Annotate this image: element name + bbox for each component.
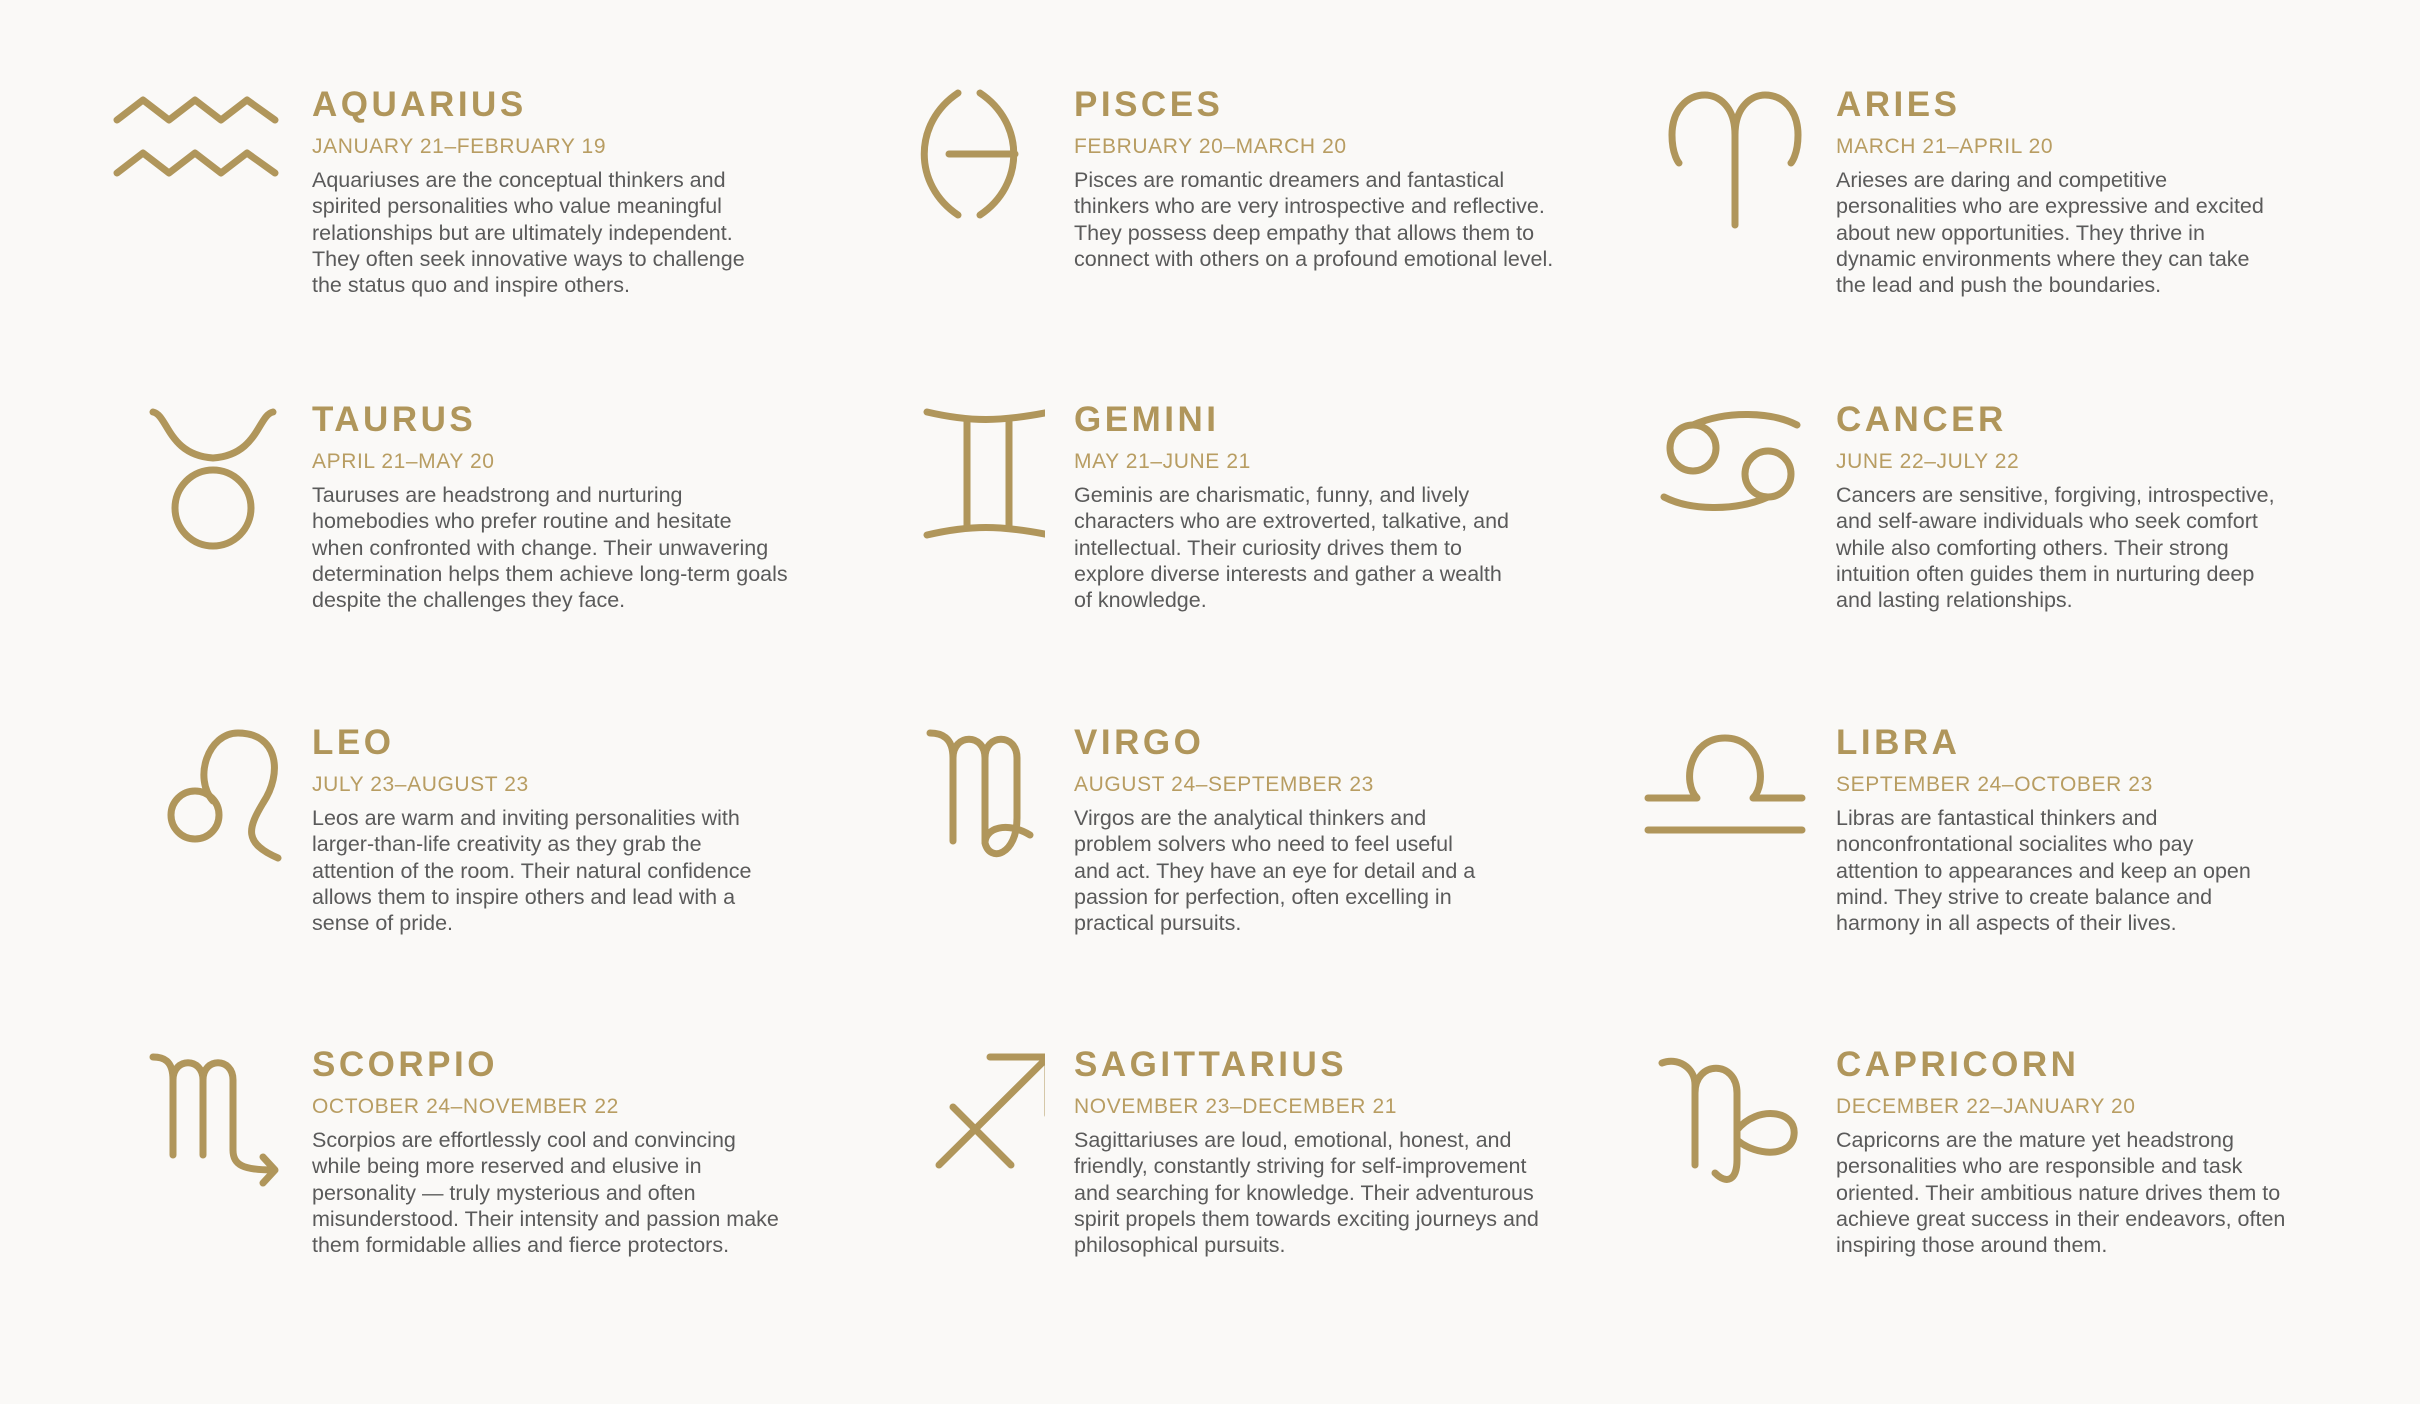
sign-text bbox=[1836, 400, 2376, 613]
sign-card-aries bbox=[1637, 85, 2377, 385]
sign-description: Scorpios are effortlessly cool and convincing while being more reserved and elusive in personality — truly mysterious and often misunderstood. Their intensity and passion make them formidable allies and fierce protectors. bbox=[312, 1128, 779, 1258]
capricorn-icon bbox=[1637, 1045, 1807, 1215]
sign-description: Leos are warm and inviting personalities with larger-than-life creativity as they grab the attention of the room. Their natural confidence allows them to inspire others and lead with a sense of pride. bbox=[312, 806, 752, 936]
sign-dates: APRIL 21–MAY 20 bbox=[312, 450, 495, 473]
sign-description: Libras are fantastical thinkers and nonconfrontational socialites who pay attention to appearances and keep an open mind. They strive to create balance and harmony in all aspects of their lives. bbox=[1836, 806, 2251, 936]
sign-dates: MAY 21–JUNE 21 bbox=[1074, 450, 1251, 473]
cancer-icon bbox=[1637, 400, 1807, 570]
sign-dates: MARCH 21–APRIL 20 bbox=[1836, 135, 2054, 158]
sign-card-taurus bbox=[113, 400, 853, 700]
sign-description: Virgos are the analytical thinkers and problem solvers who need to feel useful and act. They have an eye for detail and a passion for perfection, often excelling in practical pursuits. bbox=[1074, 806, 1476, 936]
sign-text bbox=[1074, 400, 1614, 613]
sign-card-capricorn bbox=[1637, 1045, 2377, 1345]
sign-card-scorpio bbox=[113, 1045, 853, 1345]
pisces-icon bbox=[875, 85, 1045, 255]
sign-dates: OCTOBER 24–NOVEMBER 22 bbox=[312, 1095, 619, 1118]
sign-card-aquarius bbox=[113, 85, 853, 385]
sign-card-sagittarius bbox=[875, 1045, 1615, 1345]
sign-name: CANCER bbox=[1836, 400, 2007, 439]
sign-name: GEMINI bbox=[1074, 400, 1220, 439]
sign-card-virgo bbox=[875, 723, 1615, 1023]
leo-icon bbox=[113, 723, 283, 893]
sign-description: Aquariuses are the conceptual thinkers and spirited personalities who value meaningful relationships but are ultimately independent. They often seek innovative ways to challenge the status quo and inspire others. bbox=[312, 168, 745, 298]
sign-dates: FEBRUARY 20–MARCH 20 bbox=[1074, 135, 1347, 158]
sign-description: Geminis are charismatic, funny, and lively characters who are extroverted, talkative, and intellectual. Their curiosity drives them to explore diverse interests and gather a wealth of knowledge. bbox=[1074, 483, 1509, 613]
sign-name: ARIES bbox=[1836, 85, 1961, 124]
aries-icon bbox=[1637, 85, 1807, 255]
sign-text bbox=[312, 1045, 852, 1258]
sign-text bbox=[312, 400, 852, 613]
sign-name: CAPRICORN bbox=[1836, 1045, 2080, 1084]
sign-text bbox=[1074, 723, 1614, 936]
sign-text bbox=[312, 723, 852, 936]
sign-text bbox=[1836, 1045, 2376, 1258]
gemini-icon bbox=[875, 400, 1045, 570]
sign-dates: JUNE 22–JULY 22 bbox=[1836, 450, 2020, 473]
sign-name: TAURUS bbox=[312, 400, 477, 439]
sign-card-gemini bbox=[875, 400, 1615, 700]
aquarius-icon bbox=[113, 85, 283, 255]
sign-name: PISCES bbox=[1074, 85, 1224, 124]
sign-text bbox=[1074, 1045, 1614, 1258]
sign-dates: DECEMBER 22–JANUARY 20 bbox=[1836, 1095, 2136, 1118]
sign-name: SAGITTARIUS bbox=[1074, 1045, 1348, 1084]
sign-description: Arieses are daring and competitive personalities who are expressive and excited about new opportunities. They thrive in dynamic environments where they can take the lead and push the boundaries. bbox=[1836, 168, 2264, 298]
sign-name: LIBRA bbox=[1836, 723, 1961, 762]
virgo-icon bbox=[875, 723, 1045, 893]
sign-text bbox=[1074, 85, 1614, 272]
sign-text bbox=[1836, 85, 2376, 298]
sign-text bbox=[312, 85, 852, 298]
sign-dates: NOVEMBER 23–DECEMBER 21 bbox=[1074, 1095, 1398, 1118]
sagittarius-icon bbox=[875, 1045, 1045, 1215]
sign-card-pisces bbox=[875, 85, 1615, 385]
sign-name: SCORPIO bbox=[312, 1045, 498, 1084]
scorpio-icon bbox=[113, 1045, 283, 1215]
sign-card-leo bbox=[113, 723, 853, 1023]
sign-description: Tauruses are headstrong and nurturing homebodies who prefer routine and hesitate when confronted with change. Their unwavering determination helps them achieve long-term goals despite the challenges they face. bbox=[312, 483, 788, 613]
libra-icon bbox=[1637, 723, 1807, 893]
sign-description: Capricorns are the mature yet headstrong personalities who are responsible and task oriented. Their ambitious nature drives them to achieve great success in their endeavors, often inspiring those around them. bbox=[1836, 1128, 2286, 1258]
sign-name: AQUARIUS bbox=[312, 85, 527, 124]
sign-dates: JULY 23–AUGUST 23 bbox=[312, 773, 529, 796]
sign-description: Pisces are romantic dreamers and fantastical thinkers who are very introspective and reflective. They possess deep empathy that allows them to connect with others on a profound emotional level. bbox=[1074, 168, 1554, 271]
taurus-icon bbox=[113, 400, 283, 570]
sign-card-cancer bbox=[1637, 400, 2377, 700]
sign-name: VIRGO bbox=[1074, 723, 1205, 762]
sign-text bbox=[1836, 723, 2376, 936]
sign-dates: JANUARY 21–FEBRUARY 19 bbox=[312, 135, 607, 158]
sign-description: Cancers are sensitive, forgiving, introspective, and self-aware individuals who seek comfort while also comforting others. Their strong intuition often guides them in nurturing deep and lasting relationships. bbox=[1836, 483, 2275, 613]
sign-dates: SEPTEMBER 24–OCTOBER 23 bbox=[1836, 773, 2153, 796]
sign-card-libra bbox=[1637, 723, 2377, 1023]
sign-description: Sagittariuses are loud, emotional, honest, and friendly, constantly striving for self-improvement and searching for knowledge. Their adventurous spirit propels them towards exciting journeys and philosophical pursuits. bbox=[1074, 1128, 1539, 1258]
sign-name: LEO bbox=[312, 723, 395, 762]
sign-dates: AUGUST 24–SEPTEMBER 23 bbox=[1074, 773, 1374, 796]
